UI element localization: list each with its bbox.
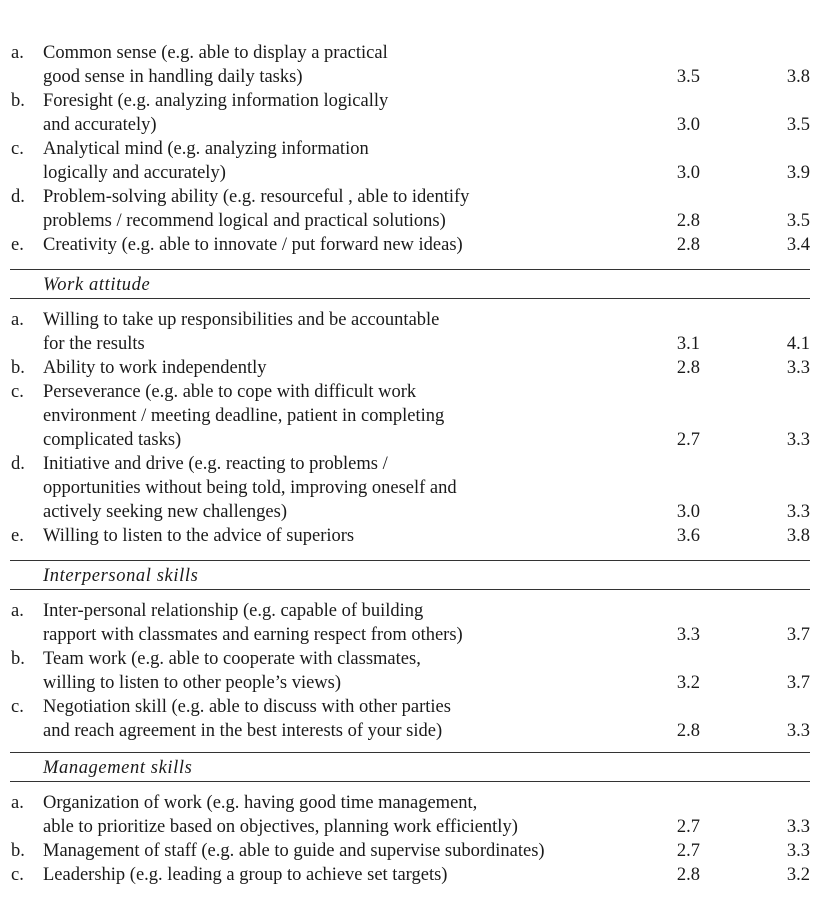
score-column-1: 2.8 [676, 211, 700, 231]
score-column-2: 3.3 [786, 817, 810, 837]
item-description-line: and accurately) [43, 115, 157, 135]
item-description-line: Willing to listen to the advice of superiors [43, 526, 355, 546]
item-description-line: for the results [43, 334, 145, 354]
item-description [43, 524, 653, 548]
item-letter: c. [11, 865, 24, 885]
score-column-1: 2.7 [676, 817, 700, 837]
item-letter: a. [11, 310, 24, 330]
item-letter: b. [11, 358, 25, 378]
item-description [43, 308, 653, 356]
table-row [0, 647, 820, 695]
item-description-line: Negotiation skill (e.g. able to discuss with other parties [43, 697, 451, 717]
item-letter: c. [11, 382, 24, 402]
item-description [43, 863, 653, 887]
item-description [43, 695, 653, 743]
score-column-2: 3.7 [786, 625, 810, 645]
score-column-2: 3.3 [786, 502, 810, 522]
score-column-2: 3.5 [786, 211, 810, 231]
section-divider [10, 560, 810, 561]
item-letter: b. [11, 841, 25, 861]
item-description [43, 137, 653, 185]
score-column-2: 4.1 [786, 334, 810, 354]
section-heading: Work attitude [43, 275, 151, 295]
item-description-line: complicated tasks) [43, 430, 182, 450]
item-description [43, 233, 653, 257]
score-column-1: 2.7 [676, 430, 700, 450]
item-description-line: willing to listen to other people’s views) [43, 673, 342, 693]
item-description-line: Organization of work (e.g. having good time management, [43, 793, 478, 813]
table-row [0, 356, 820, 380]
item-description-line: Leadership (e.g. leading a group to achieve set targets) [43, 865, 448, 885]
item-description-line: Management of staff (e.g. able to guide and supervise subordinates) [43, 841, 545, 861]
section-divider [10, 269, 810, 270]
item-description-line: Creativity (e.g. able to innovate / put forward new ideas) [43, 235, 463, 255]
score-column-2: 3.3 [786, 430, 810, 450]
item-letter: e. [11, 526, 24, 546]
score-column-1: 3.5 [676, 67, 700, 87]
score-column-2: 3.5 [786, 115, 810, 135]
item-description [43, 380, 653, 452]
item-description [43, 599, 653, 647]
item-description-line: problems / recommend logical and practical solutions) [43, 211, 446, 231]
score-column-1: 2.8 [676, 235, 700, 255]
item-description-line: good sense in handling daily tasks) [43, 67, 303, 87]
item-description-line: Problem-solving ability (e.g. resourceful , able to identify [43, 187, 470, 207]
item-description-line: Inter-personal relationship (e.g. capable of building [43, 601, 424, 621]
section-heading-underline [10, 781, 810, 782]
item-letter: a. [11, 43, 24, 63]
table-row [0, 233, 820, 257]
table-row [0, 308, 820, 356]
item-description-line: Ability to work independently [43, 358, 267, 378]
item-description-line: environment / meeting deadline, patient in completing [43, 406, 445, 426]
item-description [43, 356, 653, 380]
score-column-1: 3.0 [676, 502, 700, 522]
score-column-2: 3.2 [786, 865, 810, 885]
item-description [43, 89, 653, 137]
item-letter: d. [11, 187, 25, 207]
score-column-2: 3.3 [786, 358, 810, 378]
score-column-1: 2.8 [676, 865, 700, 885]
score-column-2: 3.3 [786, 841, 810, 861]
item-description [43, 452, 653, 524]
item-description [43, 647, 653, 695]
table-row [0, 863, 820, 887]
item-letter: b. [11, 91, 25, 111]
table-row [0, 695, 820, 743]
score-column-1: 3.3 [676, 625, 700, 645]
table-row [0, 89, 820, 137]
item-description-line: Common sense (e.g. able to display a practical [43, 43, 388, 63]
table-row [0, 452, 820, 524]
score-column-2: 3.8 [786, 526, 810, 546]
item-description-line: opportunities without being told, improving oneself and [43, 478, 457, 498]
item-description-line: actively seeking new challenges) [43, 502, 287, 522]
score-column-2: 3.4 [786, 235, 810, 255]
score-column-1: 2.8 [676, 358, 700, 378]
item-letter: b. [11, 649, 25, 669]
item-description [43, 185, 653, 233]
score-column-1: 3.6 [676, 526, 700, 546]
score-column-1: 3.2 [676, 673, 700, 693]
item-letter: d. [11, 454, 25, 474]
score-column-1: 2.7 [676, 841, 700, 861]
score-column-1: 3.0 [676, 115, 700, 135]
table-row [0, 185, 820, 233]
item-description-line: Perseverance (e.g. able to cope with difficult work [43, 382, 417, 402]
section-heading: Interpersonal skills [43, 566, 199, 586]
item-description [43, 41, 653, 89]
item-description-line: Analytical mind (e.g. analyzing information [43, 139, 369, 159]
item-letter: a. [11, 793, 24, 813]
score-column-2: 3.3 [786, 721, 810, 741]
item-description-line: Initiative and drive (e.g. reacting to problems / [43, 454, 388, 474]
item-description [43, 839, 653, 863]
score-column-1: 3.0 [676, 163, 700, 183]
item-description-line: able to prioritize based on objectives, planning work efficiently) [43, 817, 518, 837]
table-row [0, 524, 820, 548]
item-description-line: Foresight (e.g. analyzing information logically [43, 91, 389, 111]
item-description-line: and reach agreement in the best interests of your side) [43, 721, 443, 741]
table-row [0, 599, 820, 647]
score-column-2: 3.8 [786, 67, 810, 87]
item-letter: c. [11, 697, 24, 717]
section-heading-underline [10, 589, 810, 590]
item-letter: a. [11, 601, 24, 621]
item-letter: c. [11, 139, 24, 159]
table-row [0, 839, 820, 863]
table-row [0, 380, 820, 452]
score-column-1: 3.1 [676, 334, 700, 354]
section-heading: Management skills [43, 758, 193, 778]
table-row [0, 41, 820, 89]
table-row [0, 791, 820, 839]
item-description-line: Willing to take up responsibilities and be accountable [43, 310, 440, 330]
item-description-line: Team work (e.g. able to cooperate with classmates, [43, 649, 421, 669]
item-description [43, 791, 653, 839]
item-letter: e. [11, 235, 24, 255]
score-column-2: 3.9 [786, 163, 810, 183]
item-description-line: rapport with classmates and earning respect from others) [43, 625, 463, 645]
score-column-1: 2.8 [676, 721, 700, 741]
score-column-2: 3.7 [786, 673, 810, 693]
section-heading-underline [10, 298, 810, 299]
section-divider [10, 752, 810, 753]
table-row [0, 137, 820, 185]
item-description-line: logically and accurately) [43, 163, 226, 183]
